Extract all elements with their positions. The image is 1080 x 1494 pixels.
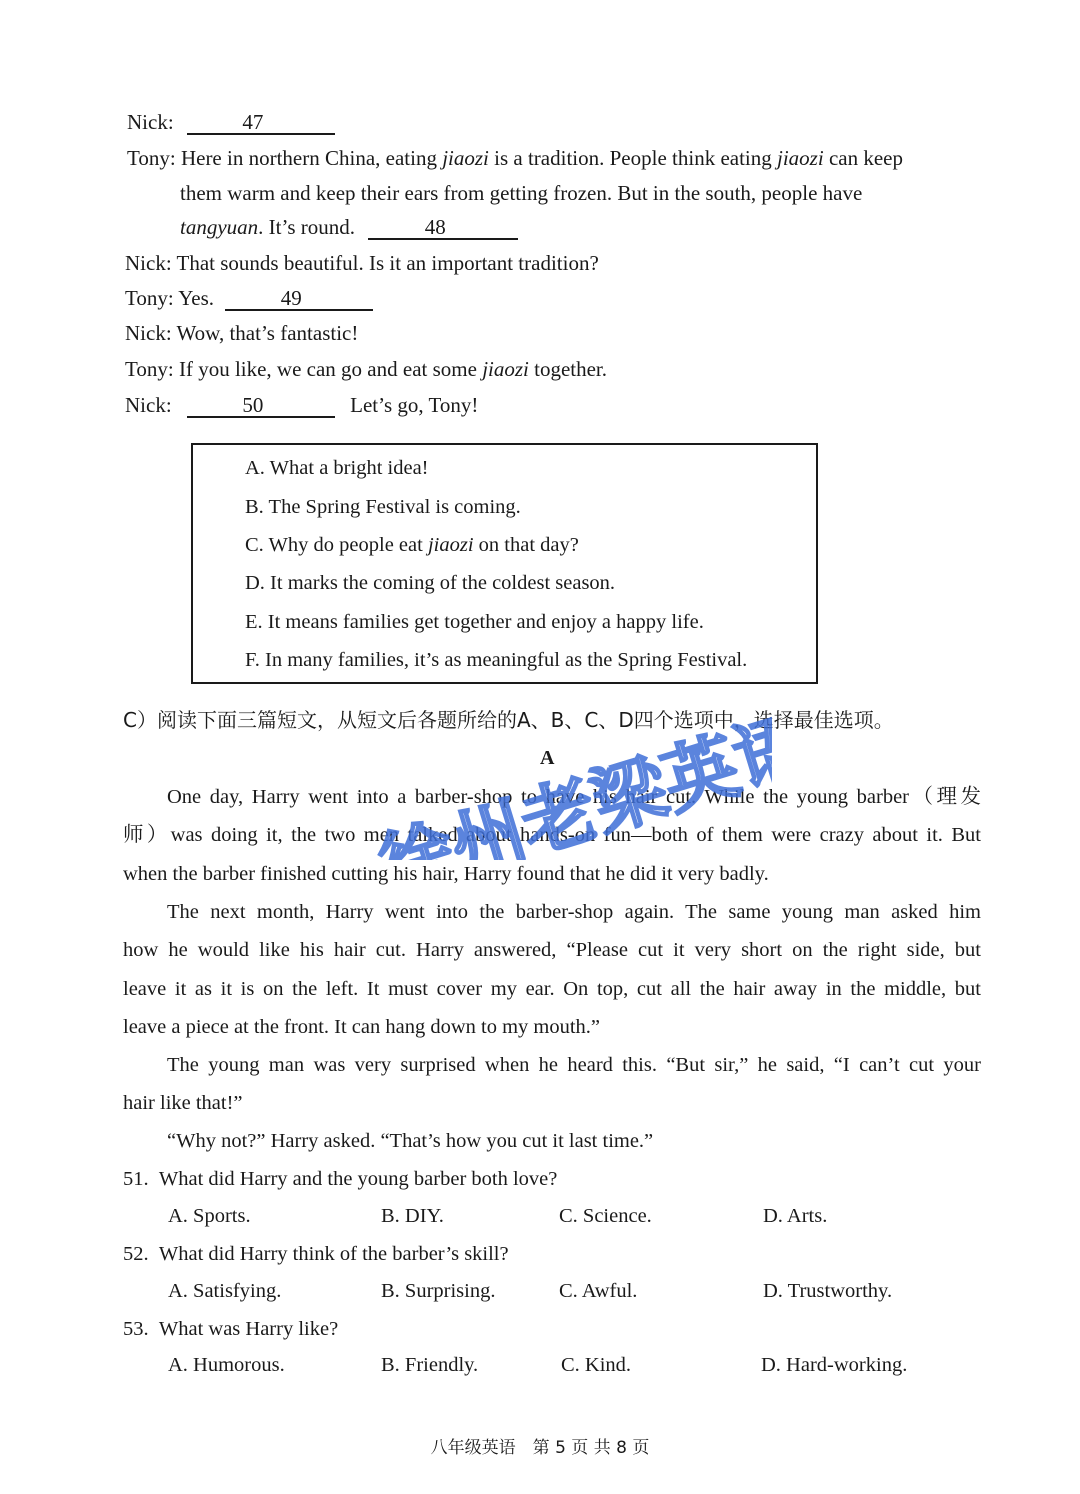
dialogue-line-50: Nick: 50 Let’s go, Tony! — [125, 393, 479, 417]
answer-blank-50: 50 — [187, 394, 335, 418]
dialogue-line-nick-3: Nick: Wow, that’s fantastic! — [125, 321, 359, 345]
options-box — [191, 443, 818, 684]
option-f: F. In many families, it’s as meaningful as the Spring Festival. — [245, 649, 748, 671]
dialogue-line-49: Tony: Yes. 49 — [125, 284, 373, 312]
passage-paragraph-2: The next month, Harry went into the barber-shop again. The same young man asked him how he would like his hair cut. Harry answered, “Please cut it very short on the right side, but leave it as it is on the left. It must cover my ear. On top, cut all the hair away in the middle, but leave a piece at the front. It can hang down to my mouth.” — [123, 901, 981, 1038]
choice-53-c[interactable]: C. Kind. — [561, 1354, 632, 1376]
question-53: 53. What was Harry like? — [123, 1318, 339, 1340]
dialogue-line-48: tangyuan. It’s round. 48 — [180, 213, 518, 241]
answer-blank-49: 49 — [225, 287, 373, 311]
choice-53-a[interactable]: A. Humorous. — [168, 1354, 285, 1376]
choice-51-c[interactable]: C. Science. — [559, 1205, 652, 1227]
page-footer: 八年级英语 第 5 页 共 8 页 — [430, 1438, 650, 1458]
question-51: 51. What did Harry and the young barber both love? — [123, 1168, 558, 1190]
svg-text:徐州老梁英语: 徐州老梁英语 — [369, 700, 772, 860]
choice-52-c[interactable]: C. Awful. — [559, 1280, 638, 1302]
choice-53-d[interactable]: D. Hard-working. — [761, 1354, 908, 1376]
answer-blank-48: 48 — [368, 216, 518, 240]
choice-52-b[interactable]: B. Surprising. — [381, 1280, 496, 1302]
choice-52-d[interactable]: D. Trustworthy. — [763, 1280, 893, 1302]
answer-blank-47: 47 — [187, 111, 335, 135]
option-d: D. It marks the coming of the coldest season. — [245, 572, 616, 594]
choice-51-b[interactable]: B. DIY. — [381, 1205, 444, 1227]
dialogue-line-tony-4: Tony: If you like, we can go and eat some jiaozi together. — [125, 357, 608, 381]
passage-letter: A — [540, 747, 555, 769]
option-e: E. It means families get together and enjoy a happy life. — [245, 611, 704, 633]
dialogue-line-tony-2: them warm and keep their ears from getting frozen. But in the south, people have — [180, 181, 863, 205]
dialogue-line-nick-2: Nick: That sounds beautiful. Is it an important tradition? — [125, 251, 599, 275]
choice-52-a[interactable]: A. Satisfying. — [168, 1280, 282, 1302]
choice-51-d[interactable]: D. Arts. — [763, 1205, 828, 1227]
passage-paragraph-1: One day, Harry went into a barber-shop to have his hair cut. While the young barber（理发 师）was doing it, the two men talked about hands-on fun—both of them were crazy about it. But when the barber finished cutting his hair, Harry found that he did it very badly. — [123, 786, 981, 885]
dialogue-line-tony-1: Tony: Here in northern China, eating jiaozi is a tradition. People think eating jiaozi can keep — [127, 146, 903, 170]
speaker: Tony: — [127, 146, 176, 170]
section-c-instruction: C）阅读下面三篇短文，从短文后各题所给的A、B、C、D四个选项中，选择最佳选项。 — [123, 708, 894, 732]
choice-51-a[interactable]: A. Sports. — [168, 1205, 251, 1227]
choice-53-b[interactable]: B. Friendly. — [381, 1354, 479, 1376]
option-c: C. Why do people eat jiaozi on that day? — [245, 534, 579, 556]
passage-paragraph-3: The young man was very surprised when he heard this. “But sir,” he said, “I can’t cut your hair like that!” — [123, 1054, 981, 1115]
dialogue-line-47 — [127, 108, 335, 136]
question-52: 52. What did Harry think of the barber’s skill? — [123, 1243, 509, 1265]
option-b: B. The Spring Festival is coming. — [245, 496, 521, 518]
option-a: A. What a bright idea! — [245, 457, 429, 479]
speaker: Nick: — [127, 110, 174, 134]
passage-paragraph-4: “Why not?” Harry asked. “That’s how you cut it last time.” — [167, 1130, 654, 1152]
